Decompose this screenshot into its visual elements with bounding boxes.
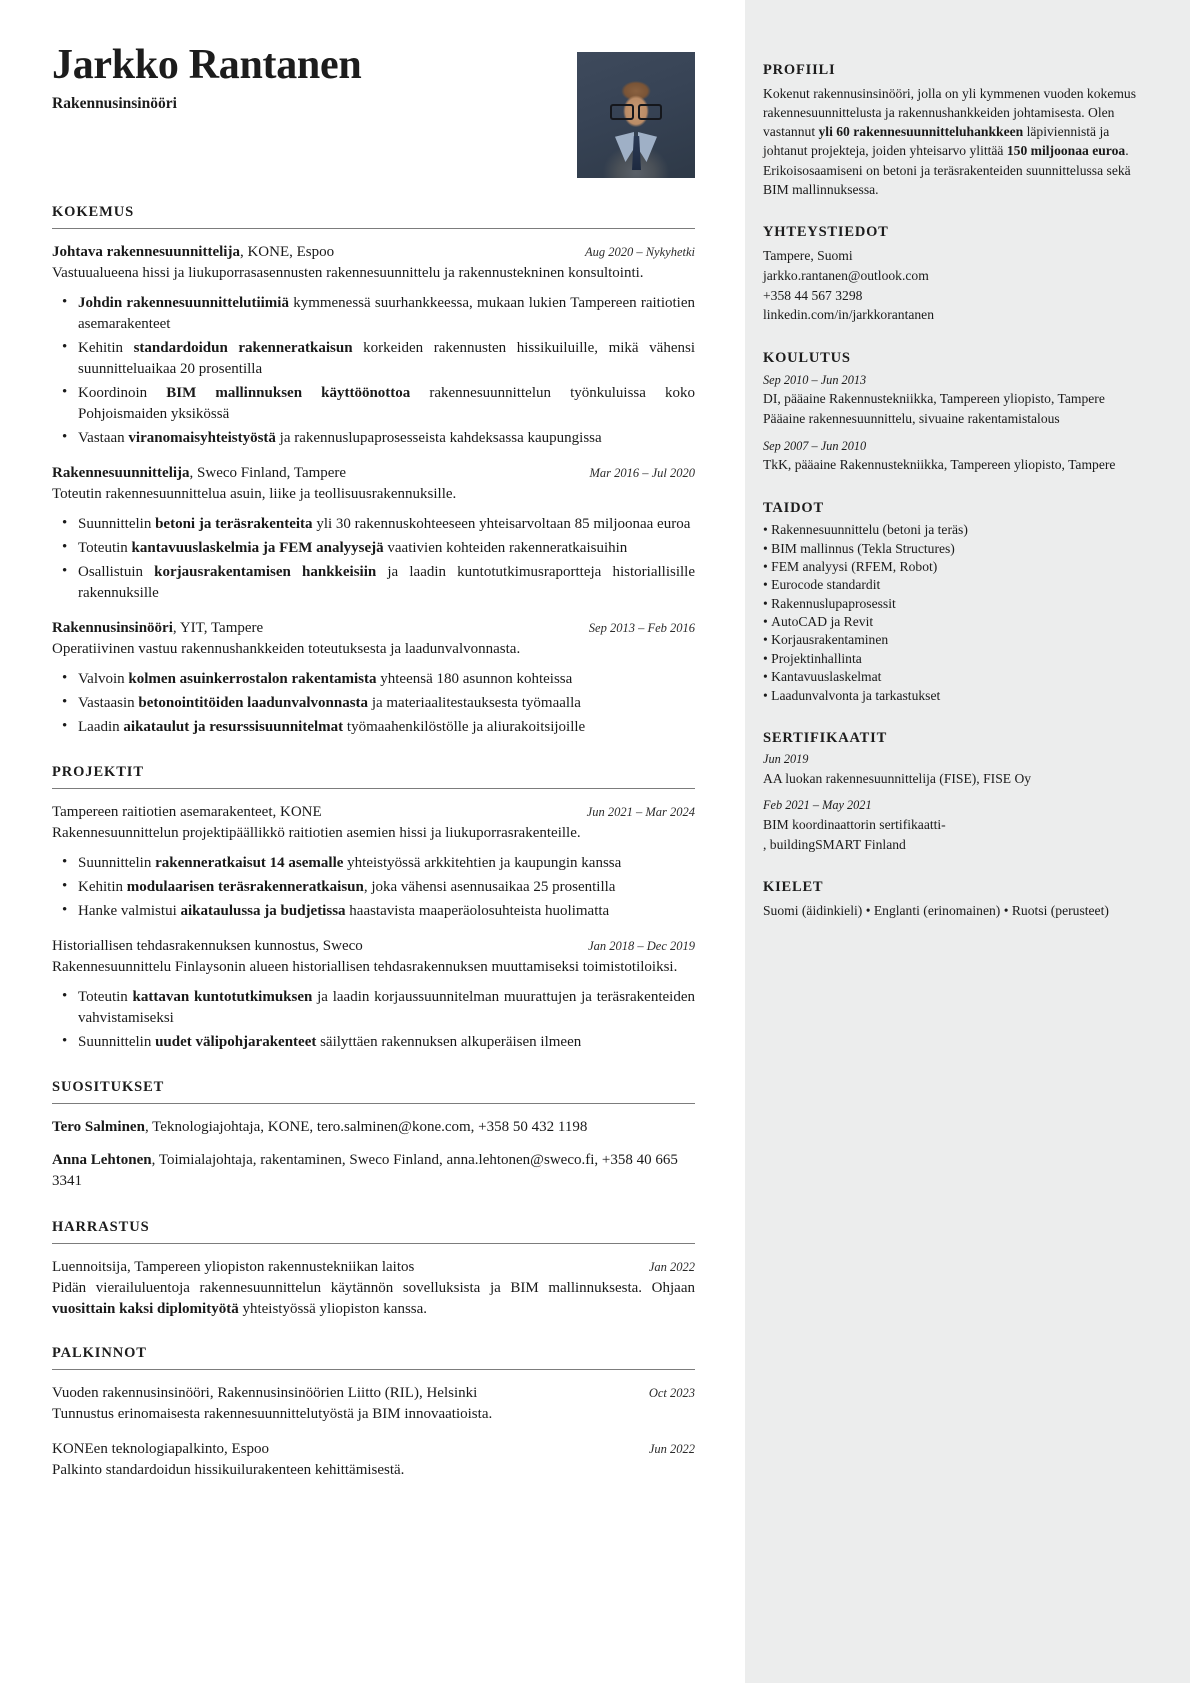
project-bullet: • Kehitin modulaarisen teräsrakenneratkaisun, joka vähensi asennusaikaa 25 prosentilla: [78, 877, 695, 898]
experience-bullet: • Suunnittelin betoni ja teräsrakenteita yli 30 rakennuskohteeseen yhteisarvoltaan 85 miljoonaa euroa: [78, 514, 695, 535]
sidebar-heading-languages: KIELET: [763, 879, 824, 896]
experience-bullet-bold: korjausrakentamisen hankkeisiin: [154, 563, 377, 580]
project-bullets: [52, 853, 695, 922]
project-title: [52, 802, 322, 822]
sidebar-section-certificates: [763, 728, 1148, 855]
header-identity: [52, 44, 361, 113]
divider: [52, 1243, 695, 1244]
experience-bullet: • Vastaan viranomaisyhteistyöstä ja rakennuslupaprosesseista kahdeksassa kaupungissa: [78, 428, 695, 449]
experience-bullet-bold: betoni ja teräsrakenteita: [155, 515, 313, 532]
experience-bullet-bold: standardoidun rakenneratkaisun: [133, 339, 353, 356]
hobby-title: [52, 1257, 414, 1277]
experience-bullet: • Valvoin kolmen asuinkerrostalon rakentamista yhteensä 180 asunnon kohteissa: [78, 669, 695, 690]
project-date: Jan 2018 – Dec 2019: [588, 938, 695, 953]
sidebar-section-languages: [763, 877, 1148, 920]
project-description: Rakennesuunnittelun projektipäällikkö raitiotien asemien hissi ja liukuporrasrakenteille.: [52, 825, 581, 842]
project-bullet: • Toteutin kattavan kuntotutkimuksen ja laadin korjaussuunnitelman muurattujen ja teräsrakenteiden vahvistamiseksi: [78, 987, 695, 1029]
education-item: [763, 372, 1148, 429]
project-description: Rakennesuunnittelu Finlaysonin alueen historiallisen tehdasrakennuksen muuttamiseksi toimistotiloiksi.: [52, 959, 678, 975]
project-bullet: • Suunnittelin rakenneratkaisut 14 asemalle yhteistyössä arkkitehtien ja kaupungin kanssa: [78, 853, 695, 874]
experience-role: Rakennesuunnittelija: [52, 464, 190, 481]
experience-date: Mar 2016 – Jul 2020: [589, 465, 695, 480]
profile-bold-1: yli 60 rakennesuunnitteluhankkeen: [818, 124, 1024, 140]
glasses-icon: [610, 104, 662, 116]
skill-item: • FEM analyysi (RFEM, Robot): [763, 558, 1148, 576]
award-title: [52, 1439, 269, 1459]
sidebar-section-education: [763, 348, 1148, 475]
award-head: [52, 1439, 695, 1459]
reference-item: [52, 1150, 695, 1193]
experience-bullet-bold: kantavuuslaskelmia ja FEM analyysejä: [131, 539, 384, 556]
awards-list: [52, 1383, 695, 1481]
experience-description: Operatiivinen vastuu rakennushankkeiden toteutuksesta ja laadunvalvonnasta.: [52, 641, 521, 658]
reference-name: Tero Salminen: [52, 1118, 145, 1135]
experience-title: [52, 463, 346, 483]
section-heading-experience: KOKEMUS: [52, 204, 135, 220]
reference-name: Anna Lehtonen: [52, 1151, 152, 1168]
job-title: Rakennusinsinööri: [52, 94, 177, 112]
profile-part-1: Kokenut rakennusinsinööri, jolla on yli kymmenen vuoden kokemus rakennesuunnittelusta ja rakennushankkeiden johtamisesta. Olen vastannut: [763, 85, 1137, 140]
experience-role: Johtava rakennesuunnittelija: [52, 244, 240, 260]
hobby-item: [52, 1257, 695, 1320]
project-date: Jun 2021 – Mar 2024: [586, 804, 695, 819]
experience-org: , KONE, Espoo: [239, 244, 335, 260]
references-list: [52, 1117, 695, 1193]
experience-date: Sep 2013 – Feb 2016: [588, 620, 695, 635]
experience-bullet: • Kehitin standardoidun rakenneratkaisun korkeiden rakennusten hissikuiluille, mikä vähensi suunnitteluaikaa 20 prosentilla: [78, 338, 695, 380]
project-bullets: [52, 987, 695, 1053]
certificate-item: [763, 797, 1148, 854]
hobby-desc-bold: vuosittain kaksi diplomityötä: [52, 1300, 239, 1317]
sidebar-heading-profile: PROFIILI: [763, 62, 836, 78]
page-title: Jarkko Rantanen: [52, 42, 362, 88]
skill-item: • AutoCAD ja Revit: [763, 613, 1148, 631]
skill-item: • Eurocode standardit: [763, 576, 1148, 594]
award-date: Oct 2023: [648, 1386, 695, 1401]
section-heading-awards: PALKINNOT: [52, 1345, 147, 1362]
award-title: [52, 1383, 477, 1403]
experience-title: [52, 242, 334, 262]
skill-item: • Kantavuuslaskelmat: [763, 668, 1148, 686]
certificate-date: Feb 2021 – May 2021: [763, 798, 872, 813]
profile-text: [763, 84, 1148, 200]
project-org: Tampereen raitiotien asemarakenteet, KONE: [52, 803, 322, 820]
collar-left-shape: [615, 132, 634, 162]
hobby-list: [52, 1257, 695, 1320]
project-item: [52, 936, 695, 1053]
skill-item: • Rakennuslupaprosessit: [763, 595, 1148, 613]
experience-head: [52, 618, 695, 638]
project-bullet-bold: rakenneratkaisut 14 asemalle: [155, 854, 344, 871]
projects-list: [52, 802, 695, 1053]
certificate-item: [763, 751, 1148, 788]
experience-bullet: • Osallistuin korjausrakentamisen hankkeisiin ja laadin kuntotutkimusraportteja historiallisille rakennuksille: [78, 562, 695, 604]
experience-title: [52, 618, 263, 638]
sidebar-heading-certificates: SERTIFIKAATIT: [763, 729, 888, 746]
award-item: [52, 1439, 695, 1481]
skill-item: • Laadunvalvonta ja tarkastukset: [763, 687, 1148, 705]
education-degree: TkK, pääaine Rakennustekniikka, Tampereen yliopisto, Tampere: [763, 456, 1116, 472]
project-bullet-bold: uudet välipohjarakenteet: [155, 1033, 317, 1050]
profile-part-2: läpiviennistä ja johtanut projekteja, joiden yhteisarvo ylittää: [763, 124, 1110, 159]
certificate-issuer: , buildingSMART Finland: [763, 836, 906, 852]
hobby-head: [52, 1257, 695, 1277]
project-bullet: • Suunnittelin uudet välipohjarakenteet säilyttäen rakennuksen alkuperäisen ilmeen: [78, 1032, 695, 1053]
experience-list: [52, 242, 695, 738]
section-projects: [52, 764, 695, 1053]
sidebar-section-skills: [763, 498, 1148, 705]
reference-details: , Toimialajohtaja, rakentaminen, Sweco Finland, anna.lehtonen@sweco.fi, +358 40 665 3341: [52, 1151, 678, 1190]
project-bullet-bold: kattavan kuntotutkimuksen: [132, 988, 313, 1005]
avatar: [577, 52, 695, 178]
project-bullet-bold: modulaarisen teräsrakenneratkaisun: [126, 878, 364, 895]
project-item: [52, 802, 695, 922]
experience-bullet: • Laadin aikataulut ja resurssisuunnitelmat työmaahenkilöstölle ja aliurakoitsijoille: [78, 717, 695, 738]
experience-bullet-bold: aikataulut ja resurssisuunnitelmat: [123, 718, 344, 735]
award-item: [52, 1383, 695, 1425]
experience-bullet: • Johdin rakennesuunnittelutiimiä kymmenessä suurhankkeessa, mukaan lukien Tampereen raitiotien asemarakenteet: [78, 293, 695, 335]
contact-email[interactable]: jarkko.rantanen@outlook.com: [763, 267, 929, 283]
education-item: [763, 438, 1148, 475]
education-date: Sep 2010 – Jun 2013: [763, 372, 867, 387]
experience-date: Aug 2020 – Nykyhetki: [584, 245, 695, 259]
certificate-name: BIM koordinaattorin sertifikaatti-: [763, 816, 946, 832]
contact-linkedin[interactable]: linkedin.com/in/jarkkorantanen: [763, 307, 935, 323]
sidebar-section-contact: [763, 222, 1148, 325]
experience-item: [52, 618, 695, 738]
project-org: Historiallisen tehdasrakennuksen kunnostus, Sweco: [52, 937, 363, 954]
contact-phone[interactable]: +358 44 567 3298: [763, 287, 863, 303]
sidebar-heading-skills: TAIDOT: [763, 499, 824, 516]
profile-part-3: . Erikoisosaamiseni on betoni ja teräsrakenteiden suunnittelussa sekä BIM mallinnuksessa.: [763, 143, 1131, 198]
award-description: Palkinto standardoidun hissikuilurakenteen kehittämisestä.: [52, 1462, 405, 1479]
skills-list: [763, 521, 1148, 704]
experience-description: Toteutin rakennesuunnittelua asuin, liike ja teollisuusrakennuksille.: [52, 486, 457, 503]
hobby-description: Pidän vierailuluentoja rakennesuunnittelun käytännön sovelluksista ja BIM mallinnuksesta. Ohjaan vuosittain kaksi diplomityötä yhteistyössä yliopiston kanssa.: [52, 1279, 695, 1317]
skill-item: • BIM mallinnus (Tekla Structures): [763, 540, 1148, 558]
languages-text: Suomi (äidinkieli) • Englanti (erinomainen) • Ruotsi (perusteet): [763, 902, 1109, 918]
experience-bullet: • Vastaasin betonointitöiden laadunvalvonnasta ja materiaalitestauksesta työmaalla: [78, 693, 695, 714]
section-hobby: [52, 1219, 695, 1320]
cv-header: [52, 44, 695, 178]
divider: [52, 1369, 695, 1370]
experience-bullets: [52, 669, 695, 738]
sidebar-heading-education: KOULUTUS: [763, 350, 851, 367]
experience-description: Vastuualueena hissi ja liukuporrasasennusten rakennesuunnittelu ja rakennustekninen konsultointi.: [52, 265, 644, 282]
experience-item: [52, 242, 695, 449]
sidebar: [745, 0, 1190, 1683]
experience-head: [52, 242, 695, 262]
sidebar-heading-contact: YHTEYSTIEDOT: [763, 224, 889, 241]
experience-bullet-bold: kolmen asuinkerrostalon rakentamista: [128, 670, 377, 687]
section-heading-references: SUOSITUKSET: [52, 1078, 165, 1095]
project-head: [52, 936, 695, 956]
education-degree: DI, pääaine Rakennustekniikka, Tampereen yliopisto, Tampere: [763, 391, 1105, 407]
education-list: [763, 372, 1148, 475]
experience-bullets: [52, 514, 695, 604]
education-date: Sep 2007 – Jun 2010: [763, 438, 867, 453]
collar-right-shape: [638, 132, 657, 162]
project-head: [52, 802, 695, 822]
section-experience: [52, 204, 695, 738]
skill-item: • Korjausrakentaminen: [763, 631, 1148, 649]
experience-bullet-bold: viranomaisyhteistyöstä: [128, 429, 276, 446]
reference-item: [52, 1117, 695, 1138]
experience-bullet: • Koordinoin BIM mallinnuksen käyttöönottoa rakennesuunnittelun työnkuluissa koko Pohjoismaiden yksikössä: [78, 383, 695, 425]
section-heading-projects: PROJEKTIT: [52, 763, 144, 780]
project-title: [52, 936, 363, 956]
certificate-date: Jun 2019: [763, 752, 809, 767]
hobby-date: Jan 2022: [648, 1259, 695, 1274]
project-bullet-bold: aikataulussa ja budjetissa: [180, 902, 346, 919]
award-date: Jun 2022: [648, 1442, 695, 1457]
contact-location: Tampere, Suomi: [763, 247, 853, 263]
sidebar-section-profile: [763, 60, 1148, 199]
certificate-name: AA luokan rakennesuunnittelija (FISE), FISE Oy: [763, 770, 1032, 786]
reference-details: , Teknologiajohtaja, KONE, tero.salminen@kone.com, +358 50 432 1198: [144, 1118, 588, 1135]
divider: [52, 1103, 695, 1104]
project-bullet: • Hanke valmistui aikataulussa ja budjetissa haastavista maaperäolosuhteista huolimatta: [78, 901, 695, 922]
experience-org: , Sweco Finland, Tampere: [189, 464, 347, 481]
experience-bullet-bold: betonointitöiden laadunvalvonnasta: [138, 694, 369, 711]
hobby-org: Luennoitsija, Tampereen yliopiston rakennustekniikan laitos: [52, 1258, 415, 1275]
award-head: [52, 1383, 695, 1403]
experience-bullet-bold: Johdin rakennesuunnittelutiimiä: [78, 294, 289, 311]
experience-role: Rakennusinsinööri: [52, 619, 173, 636]
experience-bullet: • Toteutin kantavuuslaskelmia ja FEM analyysejä vaativien kohteiden rakenneratkaisuihin: [78, 538, 695, 559]
section-heading-hobby: HARRASTUS: [52, 1218, 150, 1235]
skill-item: • Rakennesuunnittelu (betoni ja teräs): [763, 521, 1148, 539]
experience-bullet-bold: BIM mallinnuksen käyttöönottoa: [166, 384, 411, 401]
divider: [52, 788, 695, 789]
section-awards: [52, 1345, 695, 1481]
experience-bullets: [52, 293, 695, 449]
profile-bold-2: 150 miljoonaa euroa: [1006, 143, 1126, 159]
section-references: [52, 1079, 695, 1193]
award-description: Tunnustus erinomaisesta rakennesuunnittelutyöstä ja BIM innovaatioista.: [52, 1406, 493, 1423]
education-detail: Pääaine rakennesuunnittelu, sivuaine rakentamistalous: [763, 410, 1060, 426]
experience-item: [52, 463, 695, 604]
certificates-list: [763, 751, 1148, 854]
experience-head: [52, 463, 695, 483]
experience-org: , YIT, Tampere: [172, 619, 264, 636]
award-org: Vuoden rakennusinsinööri, Rakennusinsinöörien Liitto (RIL), Helsinki: [52, 1385, 478, 1402]
skill-item: • Projektinhallinta: [763, 650, 1148, 668]
award-org: KONEen teknologiapalkinto, Espoo: [52, 1441, 270, 1458]
divider: [52, 228, 695, 229]
